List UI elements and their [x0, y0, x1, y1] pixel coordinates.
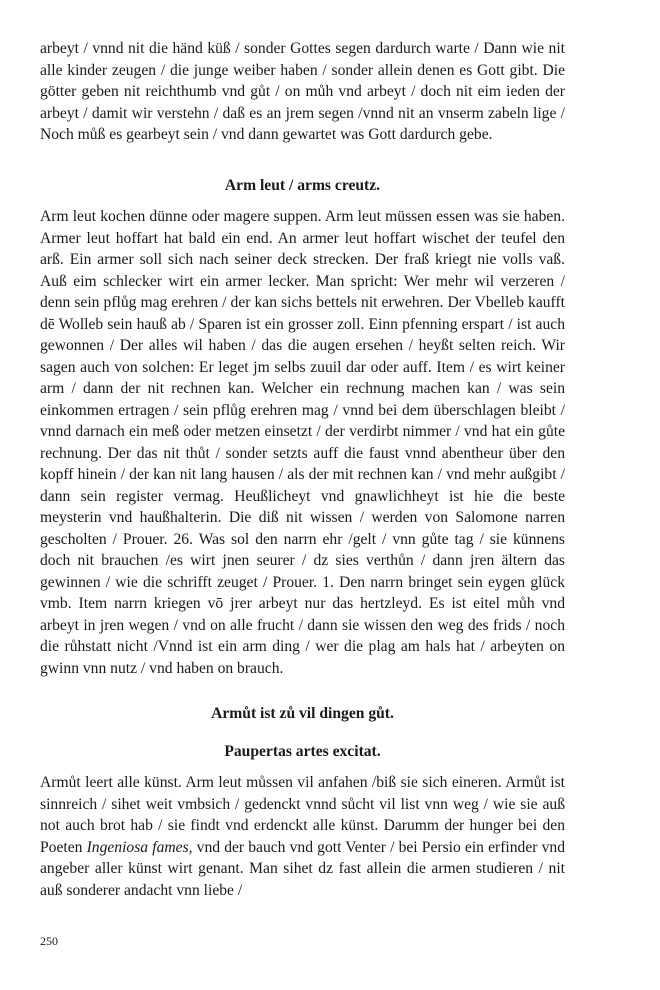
- intro-paragraph: arbeyt / vnnd nit die händ küß / sonder Gottes segen dardurch warte / Dann wie nit alle kinder zeugen / die junge weiber haben / sonder allein denen es Gott gibt. Die götter geben nit reichthumb vnd gůt / on můh vnd arbeyt / doch nit eim ieden der arbeyt / damit wir verstehn / daß es an jrem segen /vnnd nit an vnserm zabeln lige / Noch můß es gearbeyt sein / vnd dann gewartet was Gott dardurch gebe.: [40, 40, 565, 143]
- paragraph-text-part2: vnd der bauch vnd gott Venter / bei Persio ein erfinder vnd angeber aller künst wirt genant. Man sihet dz fast allein die armen studieren / nit auß sonderer andacht vnn liebe /: [40, 838, 565, 899]
- section-heading-armut: Armůt ist zů vil dingen gůt.: [211, 705, 394, 722]
- section-heading-arm-leut: Arm leut / arms creutz.: [224, 176, 381, 194]
- page-body: [40, 38, 565, 901]
- paragraph-italic-phrase: Ingeniosa fames,: [86, 838, 193, 856]
- section-subheading-paupertas: Paupertas artes excitat.: [224, 742, 381, 760]
- page-number: 250: [40, 934, 58, 948]
- paragraph-text-part1: Armůt leert alle künst. Arm leut můssen vil anfahen /biß sie sich eineren. Armůt ist sinnreich / sihet weit vmbsich / gedenckt vnnd sůcht vil list vnn weg / wie sie auß not auch brot hab / sie findt vnd erdenckt alle künst. Darumm der hunger bei den Poeten: [40, 774, 565, 856]
- section-paragraph-armut: [40, 772, 565, 901]
- section-paragraph-arm-leut: Arm leut kochen dünne oder magere suppen. Arm leut müssen essen was sie haben. Armer leut hoffart hat bald ein end. An armer leut hoffart wischet der teufel den arß. Ein armer soll sich nach seiner deck strecken. Der fraß kriegt nie volls vaß. Auß eim schlecker wirt ein armer lecker. Man spricht: Wer mehr wil verzeren / denn sein pflůg mag erehren / der kan sichs bettels nit erwehren. Der Vbelleb kaufft dē Wolleb sein hauß ab / Sparen ist ein grosser zoll. Einn pfenning erspart / ist auch gewonnen / Der alles wil haben / das die augen ersehen / heyßt selten reich. Wir sagen auch von solchen: Er leget jm selbs zuuil dar oder auff. Item / es wirt keiner arm / dann der nit rechnen kan. Welcher ein rechnung machen kan / was sein einkommen ertragen / sein pflůg erehren mag / vnnd bei dem überschlagen bleibt / vnnd darnach ein meß oder metzen einsetzt / der verdirbt nimmer / vnd hat ein gůte rechnung. Der das nit thůt / sonder setzts auff die faust vnnd abentheur über den kopff hinein / der kan nit lang hausen / als der mit rechnen kan / vnd mehr außgibt / dann sein register vermag. Heußlicheyt vnd gnawlichheyt ist hie die beste meysterin vnd haußhalterin. Die diß nit wissen / werden von Salomone narren gescholten / Prouer. 26. Was sol den narrn ehr /gelt / vnn gůte tag / sie künnens doch nit brauchen /es wirt jnen seurer / dz sies verthůn / dann jren ältern das gewinnen / wie die schrifft zeuget / Prouer. 1. Den narrn bringet sein eygen glück vmb. Item narrn kriegen vō jrer arbeyt nur das hertzleyd. Es ist eitel můh vnd arbeyt in jren wegen / vnd on alle frucht / dann sie wissen den weg des frids / noch die růhstatt nicht /Vnnd ist ein arm ding / wer die plag am hals hat / arbeyten on gwinn vnn nutz / vnd haben on brauch.: [40, 208, 565, 677]
